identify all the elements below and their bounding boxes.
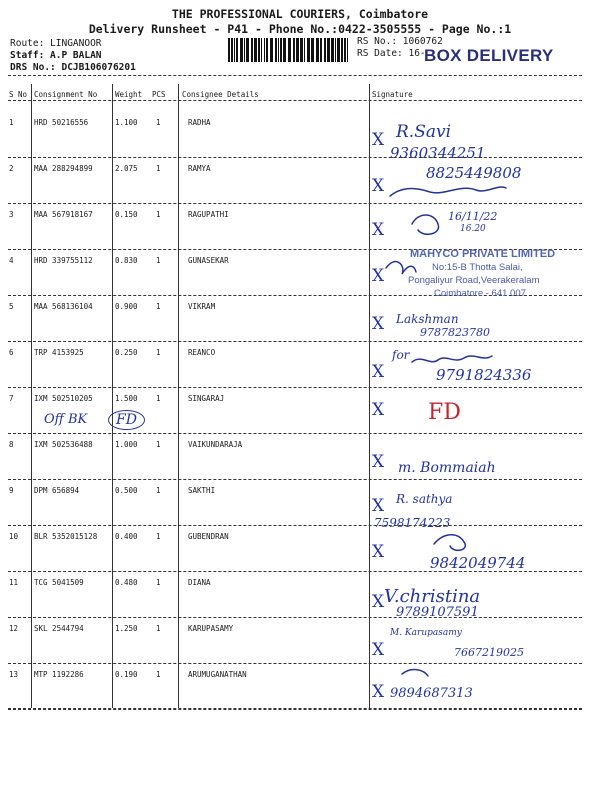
- signature-scribbles: [372, 100, 592, 708]
- company-stamp-address-3: Coimbatore - 641 007: [434, 288, 526, 299]
- row-pcs: 1: [156, 532, 161, 541]
- col-header-signature: Signature: [372, 90, 413, 99]
- row-sno: 6: [9, 348, 14, 357]
- row-consignee: GUNASEKAR: [188, 256, 229, 265]
- row-sno: 12: [9, 624, 19, 633]
- signature-row2-phone: 8825449808: [426, 164, 522, 182]
- box-delivery-stamp: BOX DELIVERY: [424, 46, 554, 65]
- row-pcs: 1: [156, 118, 161, 127]
- row-sno: 7: [9, 394, 14, 403]
- row-consignment-no: MAA 567918167: [34, 210, 93, 219]
- signature-row9-phone: 7598174223: [374, 516, 451, 530]
- signature-row10-scribble: [434, 535, 465, 551]
- signature-row6-prefix: for: [392, 348, 410, 362]
- table-bottom-divider: [8, 708, 582, 709]
- tick-mark: X: [372, 314, 385, 334]
- staff-label: Staff: A.P BALAN: [10, 50, 102, 61]
- signature-row5-name: Lakshman: [396, 312, 459, 326]
- row-pcs: 1: [156, 486, 161, 495]
- signature-row2-scribble: [390, 187, 506, 196]
- row-consignee: VAIKUNDARAJA: [188, 440, 243, 449]
- row-consignment-no: MAA 568136104: [34, 302, 93, 311]
- row-consignment-no: IXM 502510205: [34, 394, 93, 403]
- col-header-consignment: Consignment No: [34, 90, 98, 99]
- row-pcs: 1: [156, 210, 161, 219]
- signature-row10-phone: 9842049744: [430, 554, 526, 572]
- tick-mark: X: [372, 640, 385, 660]
- row-consignment-no: IXM 502536488: [34, 440, 93, 449]
- signature-row8-name: m. Bommaiah: [398, 460, 496, 476]
- col-header-weight: Weight: [115, 90, 143, 99]
- runsheet-title: THE PROFESSIONAL COURIERS, Coimbatore: [171, 7, 429, 21]
- drs-number: DRS No.: DCJB106076201: [10, 62, 136, 73]
- company-stamp-name: MAHYCO PRIVATE LIMITED: [410, 248, 556, 260]
- signature-row1-phone: 9360344251: [390, 144, 486, 162]
- row-weight: 0.250: [115, 348, 138, 357]
- row-weight: 0.830: [115, 256, 138, 265]
- row7-left-circle: FD: [108, 410, 145, 430]
- row-pcs: 1: [156, 348, 161, 357]
- row-weight: 0.480: [115, 578, 138, 587]
- row-consignment-no: BLR 5352015128: [34, 532, 98, 541]
- signature-row13-scribble: [402, 670, 428, 676]
- tick-mark: X: [372, 266, 385, 286]
- rs-number: RS No.: 1060762: [357, 36, 443, 47]
- row-sno: 1: [9, 118, 14, 127]
- signature-row12-phone: 7667219025: [454, 646, 524, 659]
- row-weight: 0.500: [115, 486, 138, 495]
- row-weight: 1.000: [115, 440, 138, 449]
- row-consignment-no: HRD 50216556: [34, 118, 89, 127]
- row-weight: 0.190: [115, 670, 138, 679]
- tick-mark: X: [372, 362, 385, 382]
- tick-mark: X: [372, 452, 385, 472]
- row-consignment-no: HRD 339755112: [34, 256, 93, 265]
- row-weight: 1.250: [115, 624, 138, 633]
- row-pcs: 1: [156, 302, 161, 311]
- signature-row1-name: R.Savi: [396, 122, 452, 142]
- row-pcs: 1: [156, 164, 161, 173]
- row-consignee: ARUMUGANATHAN: [188, 670, 247, 679]
- tick-mark: X: [372, 220, 385, 240]
- row-sno: 8: [9, 440, 14, 449]
- row-weight: 1.500: [115, 394, 138, 403]
- column-line: [31, 84, 32, 708]
- row-pcs: 1: [156, 624, 161, 633]
- signature-row4-scribble: [386, 262, 416, 274]
- row-consignee: RAGUPATHI: [188, 210, 229, 219]
- row-consignee: VIKRAM: [188, 302, 216, 311]
- tick-mark: X: [372, 400, 385, 420]
- row-weight: 0.400: [115, 532, 138, 541]
- row-pcs: 1: [156, 670, 161, 679]
- col-header-pcs: PCS: [152, 90, 166, 99]
- row-consignee: REANCO: [188, 348, 216, 357]
- row-sno: 3: [9, 210, 14, 219]
- row-weight: 2.075: [115, 164, 138, 173]
- tick-mark: X: [372, 682, 385, 702]
- row-pcs: 1: [156, 256, 161, 265]
- col-header-consignee: Consignee Details: [182, 90, 259, 99]
- row-divider: [8, 709, 582, 710]
- row-consignment-no: TCG 5041509: [34, 578, 84, 587]
- signature-row3-time: 16.20: [460, 224, 486, 234]
- row-weight: 1.100: [115, 118, 138, 127]
- tick-mark: X: [372, 130, 385, 150]
- row-pcs: 1: [156, 578, 161, 587]
- row-consignee: KARUPASAMY: [188, 624, 234, 633]
- row7-left-note: Off BK: [44, 412, 88, 427]
- row-pcs: 1: [156, 440, 161, 449]
- signature-row5-phone: 9787823780: [420, 326, 490, 339]
- row-consignee: SAKTHI: [188, 486, 216, 495]
- row-sno: 5: [9, 302, 14, 311]
- route-label: Route: LINGANOOR: [10, 38, 102, 49]
- signature-row13-phone: 9894687313: [390, 686, 473, 701]
- signature-row3-date: 16/11/22: [448, 210, 498, 223]
- header-divider: [8, 75, 582, 76]
- row-pcs: 1: [156, 394, 161, 403]
- row-consignee: DIANA: [188, 578, 211, 587]
- row-sno: 9: [9, 486, 14, 495]
- signature-row6-scribble: [412, 356, 492, 362]
- tick-mark: X: [372, 176, 385, 196]
- row-consignee: RADHA: [188, 118, 211, 127]
- row-sno: 4: [9, 256, 14, 265]
- row-consignment-no: TRP 4153925: [34, 348, 84, 357]
- row-consignment-no: DPM 656894: [34, 486, 80, 495]
- row-sno: 13: [9, 670, 19, 679]
- signature-row9-name: R. sathya: [396, 492, 453, 506]
- company-stamp-address-1: No:15-B Thotta Salai,: [432, 262, 523, 273]
- signature-row11-name: V.christina: [384, 586, 481, 607]
- tick-mark: X: [372, 542, 385, 562]
- row7-fd-note: FD: [428, 400, 461, 425]
- row-consignment-no: SKL 2544794: [34, 624, 84, 633]
- column-line: [178, 84, 179, 708]
- row-sno: 11: [9, 578, 19, 587]
- column-line: [112, 84, 113, 708]
- row-consignee: GUBENDRAN: [188, 532, 229, 541]
- row-sno: 2: [9, 164, 14, 173]
- rs-date: RS Date: 16-: [357, 48, 426, 59]
- signature-row6-phone: 9791824336: [436, 366, 532, 384]
- company-stamp-address-2: Pongaliyur Road,Veerakeralam: [408, 275, 540, 286]
- runsheet-subtitle: Delivery Runsheet - P41 - Phone No.:0422-3505555 - Page No.:1: [88, 22, 512, 36]
- signature-row3-scribble: [412, 215, 439, 234]
- signature-row11-phone: 9789107591: [396, 605, 479, 620]
- tick-mark: X: [372, 592, 385, 612]
- row-consignment-no: MAA 288294899: [34, 164, 93, 173]
- row-consignee: SINGARAJ: [188, 394, 225, 403]
- row-consignment-no: MTP 1192286: [34, 670, 84, 679]
- tick-mark: X: [372, 496, 385, 516]
- row-weight: 0.150: [115, 210, 138, 219]
- signature-row12-name: M. Karupasamy: [390, 628, 462, 638]
- row-consignee: RAMYA: [188, 164, 211, 173]
- row-weight: 0.900: [115, 302, 138, 311]
- barcode-image: [228, 38, 350, 62]
- row-sno: 10: [9, 532, 19, 541]
- col-header-sno: S No: [9, 90, 28, 99]
- column-line: [369, 84, 370, 708]
